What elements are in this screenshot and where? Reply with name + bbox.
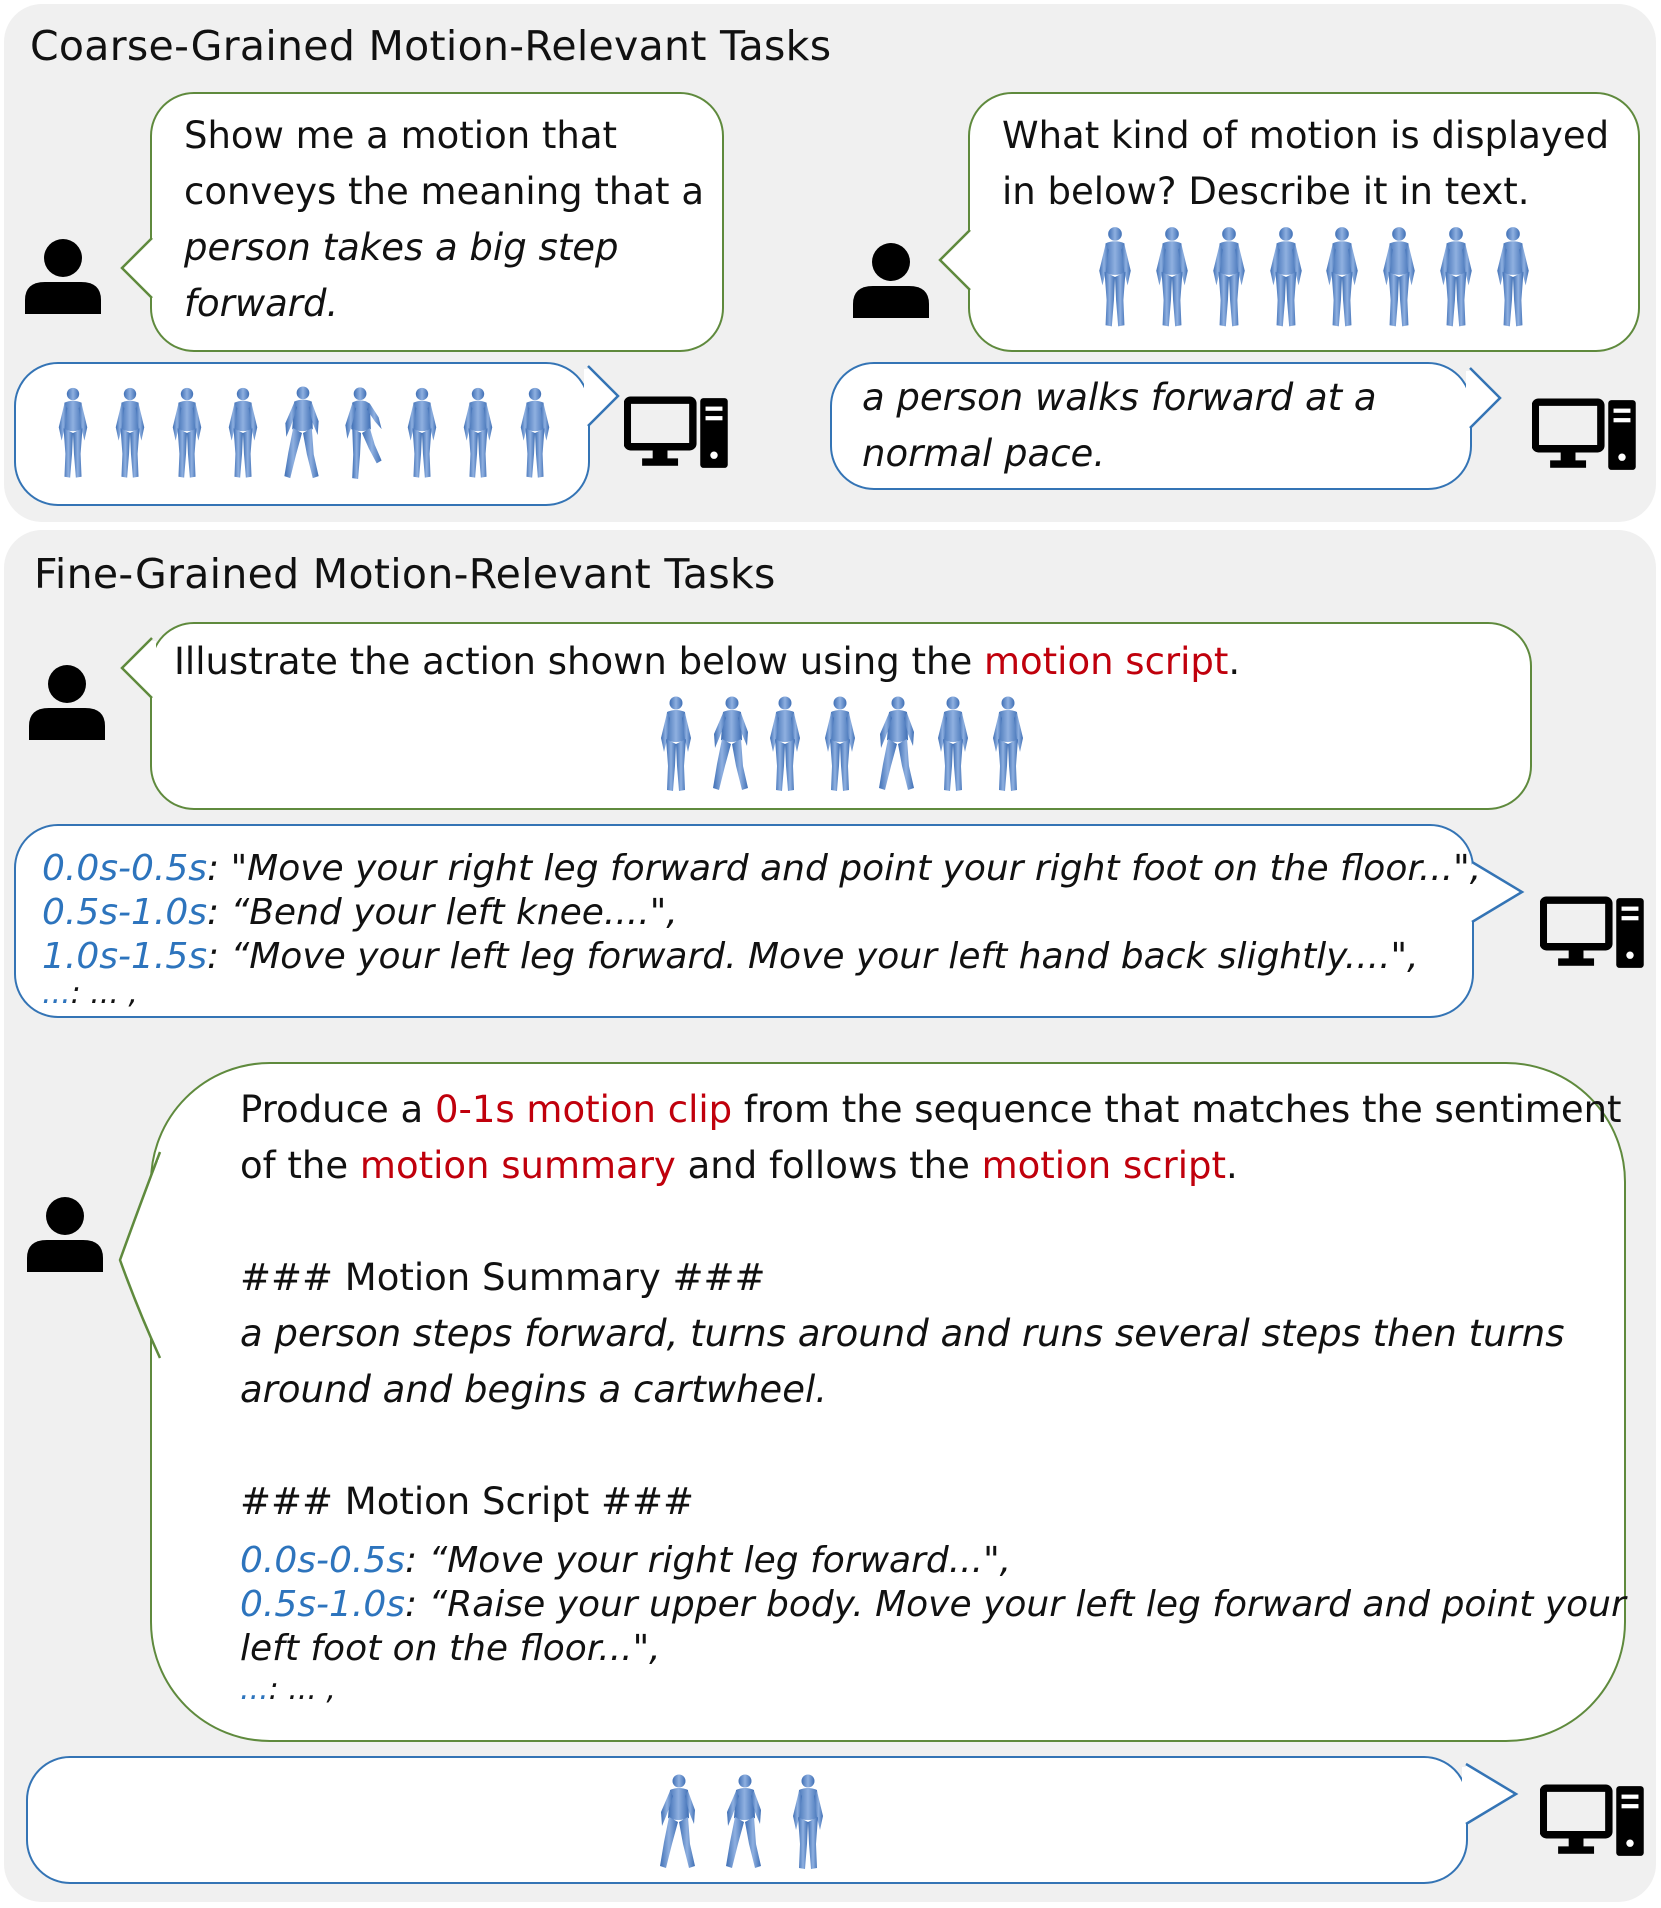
task2-text: and follows the [675, 1144, 982, 1187]
bubble-tail [938, 228, 972, 292]
human-figure-icon [820, 694, 860, 794]
human-figure-icon [1208, 222, 1250, 332]
bubble-tail [1468, 366, 1502, 430]
human-figure-icon [516, 384, 554, 482]
task2-text: . [1226, 1144, 1238, 1187]
m2t-answer-line-2: normal pace. [862, 432, 1106, 475]
summary-line-1: a person steps forward, turns around and runs several steps then turns [240, 1312, 1565, 1355]
task2-script-line-4 [240, 1672, 336, 1707]
summary-header: ### Motion Summary ### [240, 1256, 766, 1299]
human-figure-icon [875, 694, 919, 794]
task2-text: of the [240, 1144, 360, 1187]
human-figure-icon [933, 694, 973, 794]
time-range: ... [240, 1672, 269, 1707]
human-figure-icon [1492, 222, 1534, 332]
m2t-prompt-line-2: in below? Describe it in text. [1002, 170, 1530, 213]
task2-instruction-line-2 [240, 1138, 1238, 1194]
human-figure-icon [711, 694, 751, 794]
computer-icon [1540, 1784, 1646, 1858]
time-range: 0.5s-1.0s [42, 892, 208, 933]
time-range: 0.5s-1.0s [240, 1584, 406, 1625]
computer-icon [624, 396, 730, 470]
task2-highlight-clip: 0-1s motion clip [434, 1088, 733, 1131]
task1-prompt-text: Illustrate the action shown below using the [174, 640, 984, 683]
m2t-answer-line-1: a person walks forward at a [862, 376, 1377, 419]
human-figure-icon [656, 694, 696, 794]
computer-icon [1540, 896, 1646, 970]
task2-highlight-summary: motion summary [359, 1144, 676, 1187]
script-text: : ... , [268, 1672, 336, 1707]
task1-script-line-2 [42, 892, 678, 933]
task1-motion-sequence [656, 694, 1028, 798]
task1-script-line-3 [42, 936, 1419, 977]
bubble-tail [120, 636, 154, 700]
script-header: ### Motion Script ### [240, 1480, 695, 1523]
bubble-tail [1464, 1762, 1520, 1828]
task1-prompt [174, 634, 1240, 690]
task2-highlight-script: motion script [981, 1144, 1227, 1187]
human-figure-icon [656, 1772, 700, 1872]
m2t-prompt-line-1: What kind of motion is displayed [1002, 114, 1610, 157]
human-figure-icon [459, 384, 497, 482]
human-figure-icon [722, 1772, 766, 1872]
t2m-prompt-line-2: conveys the meaning that a [184, 170, 704, 213]
human-figure-icon [1151, 222, 1193, 332]
human-figure-icon [281, 384, 323, 482]
task2-script-line-2 [240, 1584, 1626, 1625]
user-icon [850, 240, 932, 320]
task1-script-line-1 [42, 848, 1481, 889]
task2-text: Produce a [240, 1088, 435, 1131]
human-figure-icon [988, 694, 1028, 794]
t2m-prompt-line-4: forward. [184, 282, 339, 325]
coarse-panel [4, 4, 1656, 522]
task2-script-line-3 [240, 1628, 661, 1669]
fine-panel [4, 530, 1656, 1902]
script-text: : “Raise your upper body. Move your left leg forward and point your [405, 1584, 1626, 1625]
script-text: : "Move your right leg forward and point your right foot on the floor...", [207, 848, 1482, 889]
task2-text: from the sequence that matches the sentiment [732, 1088, 1622, 1131]
human-figure-icon [1265, 222, 1307, 332]
task2-motion-sequence [656, 1772, 828, 1876]
user-icon [26, 662, 108, 742]
human-figure-icon [403, 384, 441, 482]
human-figure-icon [1378, 222, 1420, 332]
human-figure-icon [342, 384, 384, 482]
coarse-panel-title: Coarse-Grained Motion-Relevant Tasks [30, 22, 832, 70]
human-figure-icon [224, 384, 262, 482]
time-range: 0.0s-0.5s [42, 848, 208, 889]
bubble-tail [586, 364, 620, 428]
bubble-tail [118, 1150, 162, 1360]
time-range: ... [42, 976, 71, 1011]
time-range: 0.0s-0.5s [240, 1540, 406, 1581]
summary-line-2: around and begins a cartwheel. [240, 1368, 827, 1411]
t2m-prompt-line-3: person takes a big step [184, 226, 619, 269]
bubble-tail [120, 236, 154, 300]
time-range: 1.0s-1.5s [42, 936, 208, 977]
human-figure-icon [1094, 222, 1136, 332]
fine-panel-title: Fine-Grained Motion-Relevant Tasks [34, 550, 776, 598]
task2-instruction-line-1 [240, 1082, 1622, 1138]
human-figure-icon [765, 694, 805, 794]
human-figure-icon [54, 384, 92, 482]
script-text: : “Move your right leg forward...", [405, 1540, 1012, 1581]
task1-prompt-end: . [1228, 640, 1241, 683]
m2t-motion-sequence [1094, 222, 1534, 334]
script-text: : “Move your left leg forward. Move your left hand back slightly....", [207, 936, 1419, 977]
task2-script-line-1 [240, 1540, 1011, 1581]
t2m-prompt-line-1: Show me a motion that [184, 114, 618, 157]
human-figure-icon [111, 384, 149, 482]
t2m-motion-sequence [54, 384, 554, 484]
human-figure-icon [788, 1772, 828, 1872]
human-figure-icon [1321, 222, 1363, 332]
task1-prompt-highlight: motion script [983, 640, 1229, 683]
human-figure-icon [168, 384, 206, 482]
user-icon [24, 1194, 106, 1274]
user-icon [22, 236, 104, 316]
script-text: : ... , [70, 976, 138, 1011]
human-figure-icon [1435, 222, 1477, 332]
task1-script-line-4 [42, 976, 138, 1011]
script-text: left foot on the floor...", [240, 1628, 661, 1669]
computer-icon [1532, 398, 1638, 472]
script-text: : “Bend your left knee....", [207, 892, 678, 933]
